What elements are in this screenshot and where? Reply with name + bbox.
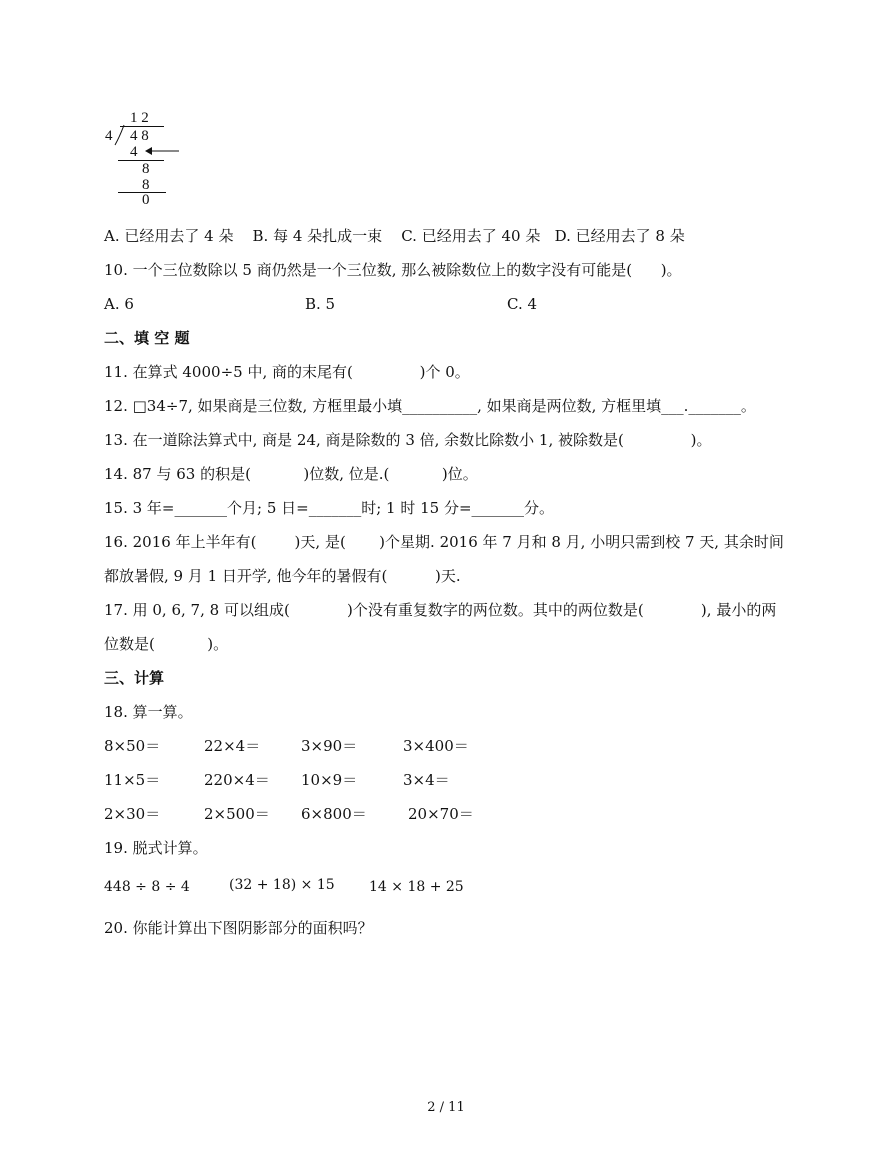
calc-cell: 6×800＝ xyxy=(301,805,367,823)
q13-text: 13. 在一道除法算式中, 商是 24, 商是除数的 3 倍, 余数比除数小 1, 被除数是( )。 xyxy=(104,431,712,449)
q10-option-c: C. 4 xyxy=(507,295,538,313)
left-arrow-icon xyxy=(144,146,180,156)
division-dividend: 4 8 xyxy=(130,128,149,144)
q12-text: 12. □34÷7, 如果商是三位数, 方框里最小填__________, 如果商是两位数, 方框里填___._______。 xyxy=(104,397,756,415)
division-remainder: 0 xyxy=(142,192,150,208)
calc-cell: 11×5＝ xyxy=(104,771,161,789)
q17-text-line2: 位数是( )。 xyxy=(104,635,229,653)
calc-cell: 2×30＝ xyxy=(104,805,161,823)
q19-text: 19. 脱式计算。 xyxy=(104,839,208,857)
calc-cell: 20×70＝ xyxy=(408,805,474,823)
division-rule-1 xyxy=(118,160,164,161)
q10-option-a: A. 6 xyxy=(104,295,134,313)
section3-title: 三、计算 xyxy=(104,669,165,687)
q16-text-line1: 16. 2016 年上半年有( )天, 是( )个星期. 2016 年 7 月和 8 月, 小明只需到校 7 天, 其余时间 xyxy=(104,533,784,551)
division-bracket-top xyxy=(120,126,164,127)
calc-cell: 2×500＝ xyxy=(204,805,270,823)
q19-expression: (32 + 18) × 15 xyxy=(229,877,335,893)
calc-cell: 3×90＝ xyxy=(301,737,358,755)
calc-cell: 3×4＝ xyxy=(403,771,450,789)
calc-cell: 8×50＝ xyxy=(104,737,161,755)
q11-text: 11. 在算式 4000÷5 中, 商的末尾有( )个 0。 xyxy=(104,363,470,381)
division-step2: 8 xyxy=(142,161,150,177)
q19-expression: 14 × 18 + 25 xyxy=(369,879,464,895)
division-divisor: 4 xyxy=(105,128,113,144)
q10-text: 10. 一个三位数除以 5 商仍然是一个三位数, 那么被除数位上的数字没有可能是( )。 xyxy=(104,261,682,279)
q19-expression: 448 ÷ 8 ÷ 4 xyxy=(104,879,190,895)
q16-text-line2: 都放暑假, 9 月 1 日开学, 他今年的暑假有( )天. xyxy=(104,567,461,585)
section2-title: 二、填 空 题 xyxy=(104,329,190,347)
calc-cell: 220×4＝ xyxy=(204,771,270,789)
calc-cell: 10×9＝ xyxy=(301,771,358,789)
q15-text: 15. 3 年=_______个月; 5 日=_______时; 1 时 15 分=_______分。 xyxy=(104,499,555,517)
q10-option-b: B. 5 xyxy=(305,295,336,313)
q9-options: A. 已经用去了 4 朵 B. 每 4 朵扎成一束 C. 已经用去了 40 朵 D. 已经用去了 8 朵 xyxy=(104,227,685,245)
division-bracket-curve xyxy=(114,124,126,146)
q20-text: 20. 你能计算出下图阴影部分的面积吗？ xyxy=(104,919,373,937)
q14-text: 14. 87 与 63 的积是( )位数, 位是.( )位。 xyxy=(104,465,478,483)
division-step3: 8 xyxy=(142,177,150,193)
calc-cell: 22×4＝ xyxy=(204,737,261,755)
calc-cell: 3×400＝ xyxy=(403,737,469,755)
page-number: 2 / 11 xyxy=(427,1100,465,1115)
long-division-figure xyxy=(100,108,190,208)
q17-text-line1: 17. 用 0, 6, 7, 8 可以组成( )个没有重复数字的两位数。其中的两位数是( ), 最小的两 xyxy=(104,601,777,619)
q18-text: 18. 算一算。 xyxy=(104,703,193,721)
division-quotient: 1 2 xyxy=(130,110,149,126)
division-step1: 4 xyxy=(130,144,138,160)
